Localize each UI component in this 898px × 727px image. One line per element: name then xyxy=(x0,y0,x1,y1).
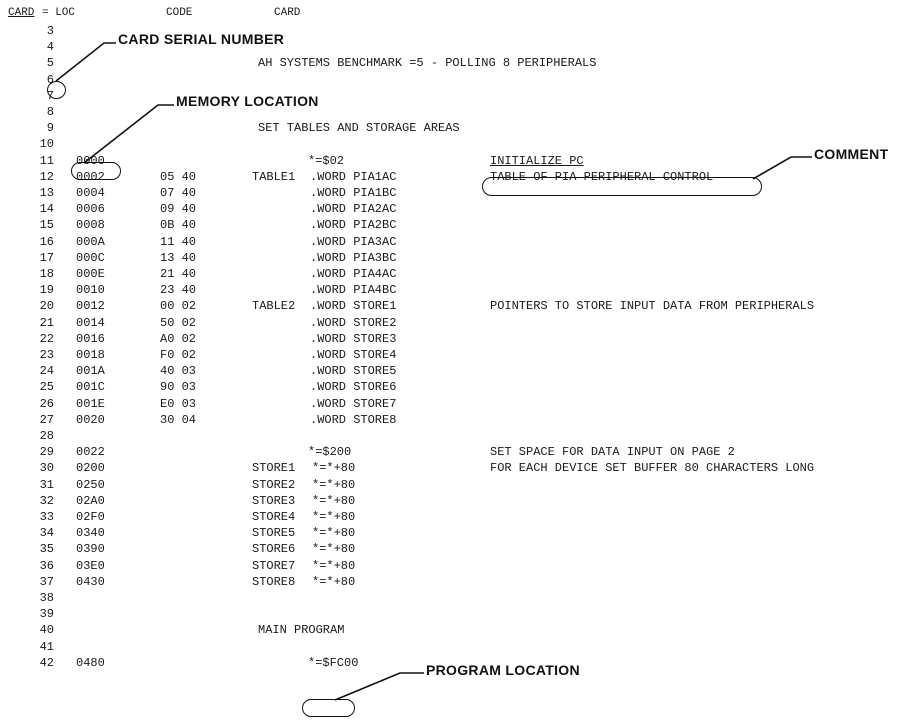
memory-location: 001E xyxy=(76,396,105,411)
card-number: 32 xyxy=(39,493,54,508)
program-location-leader xyxy=(335,673,424,700)
operation-field: .WORD PIA3AC xyxy=(310,234,397,249)
annotation-comment: COMMENT xyxy=(814,146,889,162)
card-number: 30 xyxy=(39,461,54,476)
object-code: 13 40 xyxy=(160,250,197,265)
label-field: STORE6 xyxy=(252,542,296,557)
label-field: SET TABLES AND STORAGE AREAS xyxy=(258,121,460,136)
object-code: F0 02 xyxy=(160,348,197,362)
card-number: 35 xyxy=(39,542,54,557)
card-number: 4 xyxy=(46,40,54,55)
label-field: TABLE2 xyxy=(252,299,296,314)
object-code: A0 02 xyxy=(160,331,197,346)
memory-location: 03E0 xyxy=(76,558,105,573)
comment-oval xyxy=(482,177,762,196)
card-number: 33 xyxy=(39,510,54,524)
operation-field: .WORD STORE6 xyxy=(310,380,397,395)
card-number: 14 xyxy=(39,202,54,217)
card-number: 5 xyxy=(46,56,54,71)
operation-field: .WORD STORE7 xyxy=(310,396,397,411)
operation-field: .WORD STORE4 xyxy=(310,348,397,362)
card-number: 21 xyxy=(39,315,54,330)
object-code: 21 40 xyxy=(160,267,197,281)
label-field: STORE5 xyxy=(252,526,296,541)
card-number: 3 xyxy=(46,24,54,38)
comment-field: SET SPACE FOR DATA INPUT ON PAGE 2 xyxy=(490,445,735,460)
card-number: 40 xyxy=(39,623,54,638)
operation-field: *=$02 xyxy=(308,153,345,168)
operation-field: .WORD STORE1 xyxy=(310,299,397,314)
card-number: 22 xyxy=(39,331,54,346)
object-code: E0 03 xyxy=(160,396,197,411)
operation-field: *=*+80 xyxy=(312,574,356,589)
card-number: 37 xyxy=(39,574,54,589)
memory-location: 02A0 xyxy=(76,493,105,508)
comment-field: INITIALIZE PC xyxy=(490,153,584,168)
memory-location: 0008 xyxy=(76,218,105,233)
memory-location: 001C xyxy=(76,380,105,395)
object-code: 00 02 xyxy=(160,299,197,314)
operation-field: *=*+80 xyxy=(312,477,356,492)
object-code: 40 03 xyxy=(160,364,197,379)
card-number: 25 xyxy=(39,380,54,395)
operation-field: .WORD PIA4AC xyxy=(310,267,397,281)
object-code: 90 03 xyxy=(160,380,197,395)
memory-location: 0000 xyxy=(76,153,105,168)
operation-field: *=*+80 xyxy=(312,558,356,573)
memory-location: 000A xyxy=(76,234,105,249)
card-number: 29 xyxy=(39,445,54,460)
label-field: STORE4 xyxy=(252,510,296,524)
operation-field: .WORD STORE5 xyxy=(310,364,397,379)
operation-field: *=*+80 xyxy=(312,510,356,524)
label-field: STORE3 xyxy=(252,493,296,508)
memory-location: 0430 xyxy=(76,574,105,589)
object-code: 05 40 xyxy=(160,169,197,184)
program-location-oval xyxy=(302,699,355,717)
memory-location: 0002 xyxy=(76,169,105,184)
header-code: CODE xyxy=(166,7,193,19)
memory-location: 0340 xyxy=(76,526,105,541)
label-field: STORE7 xyxy=(252,558,296,573)
object-code: 30 04 xyxy=(160,412,197,427)
header-card-2: CARD xyxy=(274,7,301,19)
operation-field: .WORD STORE3 xyxy=(310,331,397,346)
card-number: 28 xyxy=(39,429,54,443)
card-number: 12 xyxy=(39,169,54,184)
location-oval xyxy=(71,162,121,180)
operation-field: *=*+80 xyxy=(312,542,356,557)
label-field: STORE2 xyxy=(252,477,296,492)
comment-field: TABLE OF PIA PERIPHERAL CONTROL xyxy=(490,169,714,184)
object-code: 50 02 xyxy=(160,315,197,330)
memory-location: 0014 xyxy=(76,315,105,330)
card-number: 17 xyxy=(39,250,54,265)
memory-location: 0004 xyxy=(76,186,105,200)
card-number: 11 xyxy=(39,153,54,168)
label-field: TABLE1 xyxy=(252,169,296,184)
card-number: 6 xyxy=(46,72,54,87)
card-number: 39 xyxy=(39,607,54,622)
card-number: 24 xyxy=(39,364,54,379)
card-number-circle xyxy=(47,81,66,99)
memory-location: 000E xyxy=(76,267,105,281)
card-number: 41 xyxy=(39,639,54,654)
card-number: 26 xyxy=(39,396,54,411)
memory-location: 001A xyxy=(76,364,105,379)
card-number: 19 xyxy=(39,283,54,298)
card-number: 9 xyxy=(46,121,54,136)
memory-location: 0020 xyxy=(76,412,105,427)
memory-location: 0018 xyxy=(76,348,105,362)
object-code: 0B 40 xyxy=(160,218,197,233)
memory-location: 0016 xyxy=(76,331,105,346)
memory-location: 0480 xyxy=(76,655,105,670)
operation-field: *=*+80 xyxy=(312,526,356,541)
card-number: 10 xyxy=(39,137,54,152)
header-card: CARD xyxy=(8,7,35,19)
operation-field: .WORD PIA1AC xyxy=(310,169,397,184)
operation-field: *=$200 xyxy=(308,445,352,460)
operation-field: *=*+80 xyxy=(312,493,356,508)
label-field: STORE8 xyxy=(252,574,296,589)
comment-field: FOR EACH DEVICE SET BUFFER 80 CHARACTERS LONG xyxy=(490,461,815,476)
memory-location: 0012 xyxy=(76,299,105,314)
operation-field: .WORD PIA2AC xyxy=(310,202,397,217)
operation-field: .WORD PIA3BC xyxy=(310,250,397,265)
operation-field: .WORD PIA4BC xyxy=(310,283,397,298)
operation-field: .WORD STORE2 xyxy=(310,315,397,330)
annotation-program-location: PROGRAM LOCATION xyxy=(426,662,580,678)
card-number: 34 xyxy=(39,526,54,541)
card-number: 8 xyxy=(46,105,54,119)
card-number: 31 xyxy=(39,477,54,492)
header-loc: = LOC xyxy=(42,7,76,19)
memory-location: 0200 xyxy=(76,461,105,476)
card-number: 16 xyxy=(39,234,54,249)
card-number: 15 xyxy=(39,218,54,233)
object-code: 23 40 xyxy=(160,283,197,298)
memory-location: 0390 xyxy=(76,542,105,557)
object-code: 11 40 xyxy=(160,234,197,249)
operation-field: *=$FC00 xyxy=(308,655,359,670)
memory-location: 0022 xyxy=(76,445,105,460)
card-number: 23 xyxy=(39,348,54,362)
operation-field: .WORD PIA2BC xyxy=(310,218,397,233)
label-field: MAIN PROGRAM xyxy=(258,623,345,638)
card-number: 18 xyxy=(39,267,54,281)
object-code: 09 40 xyxy=(160,202,197,217)
object-code: 07 40 xyxy=(160,186,197,200)
memory-location: 0010 xyxy=(76,283,105,298)
comment-field: POINTERS TO STORE INPUT DATA FROM PERIPHERALS xyxy=(490,299,815,314)
memory-location: 0006 xyxy=(76,202,105,217)
label-field: STORE1 xyxy=(252,461,296,476)
memory-location: 02F0 xyxy=(76,510,105,524)
card-number: 20 xyxy=(39,299,54,314)
operation-field: *=*+80 xyxy=(312,461,356,476)
card-number: 27 xyxy=(39,412,54,427)
annotation-memory-location: MEMORY LOCATION xyxy=(176,93,319,109)
label-field: AH SYSTEMS BENCHMARK =5 - POLLING 8 PERIPHERALS xyxy=(258,56,597,71)
card-number: 42 xyxy=(39,655,54,670)
memory-location: 000C xyxy=(76,250,105,265)
operation-field: .WORD STORE8 xyxy=(310,412,397,427)
card-number: 36 xyxy=(39,558,54,573)
card-number: 38 xyxy=(39,591,54,605)
operation-field: .WORD PIA1BC xyxy=(310,186,397,200)
card-serial-leader xyxy=(56,43,116,81)
card-number: 13 xyxy=(39,186,54,200)
annotation-card-serial-number: CARD SERIAL NUMBER xyxy=(118,31,285,47)
memory-location: 0250 xyxy=(76,477,105,492)
comment-leader xyxy=(753,157,812,179)
card-number: 7 xyxy=(46,88,54,103)
